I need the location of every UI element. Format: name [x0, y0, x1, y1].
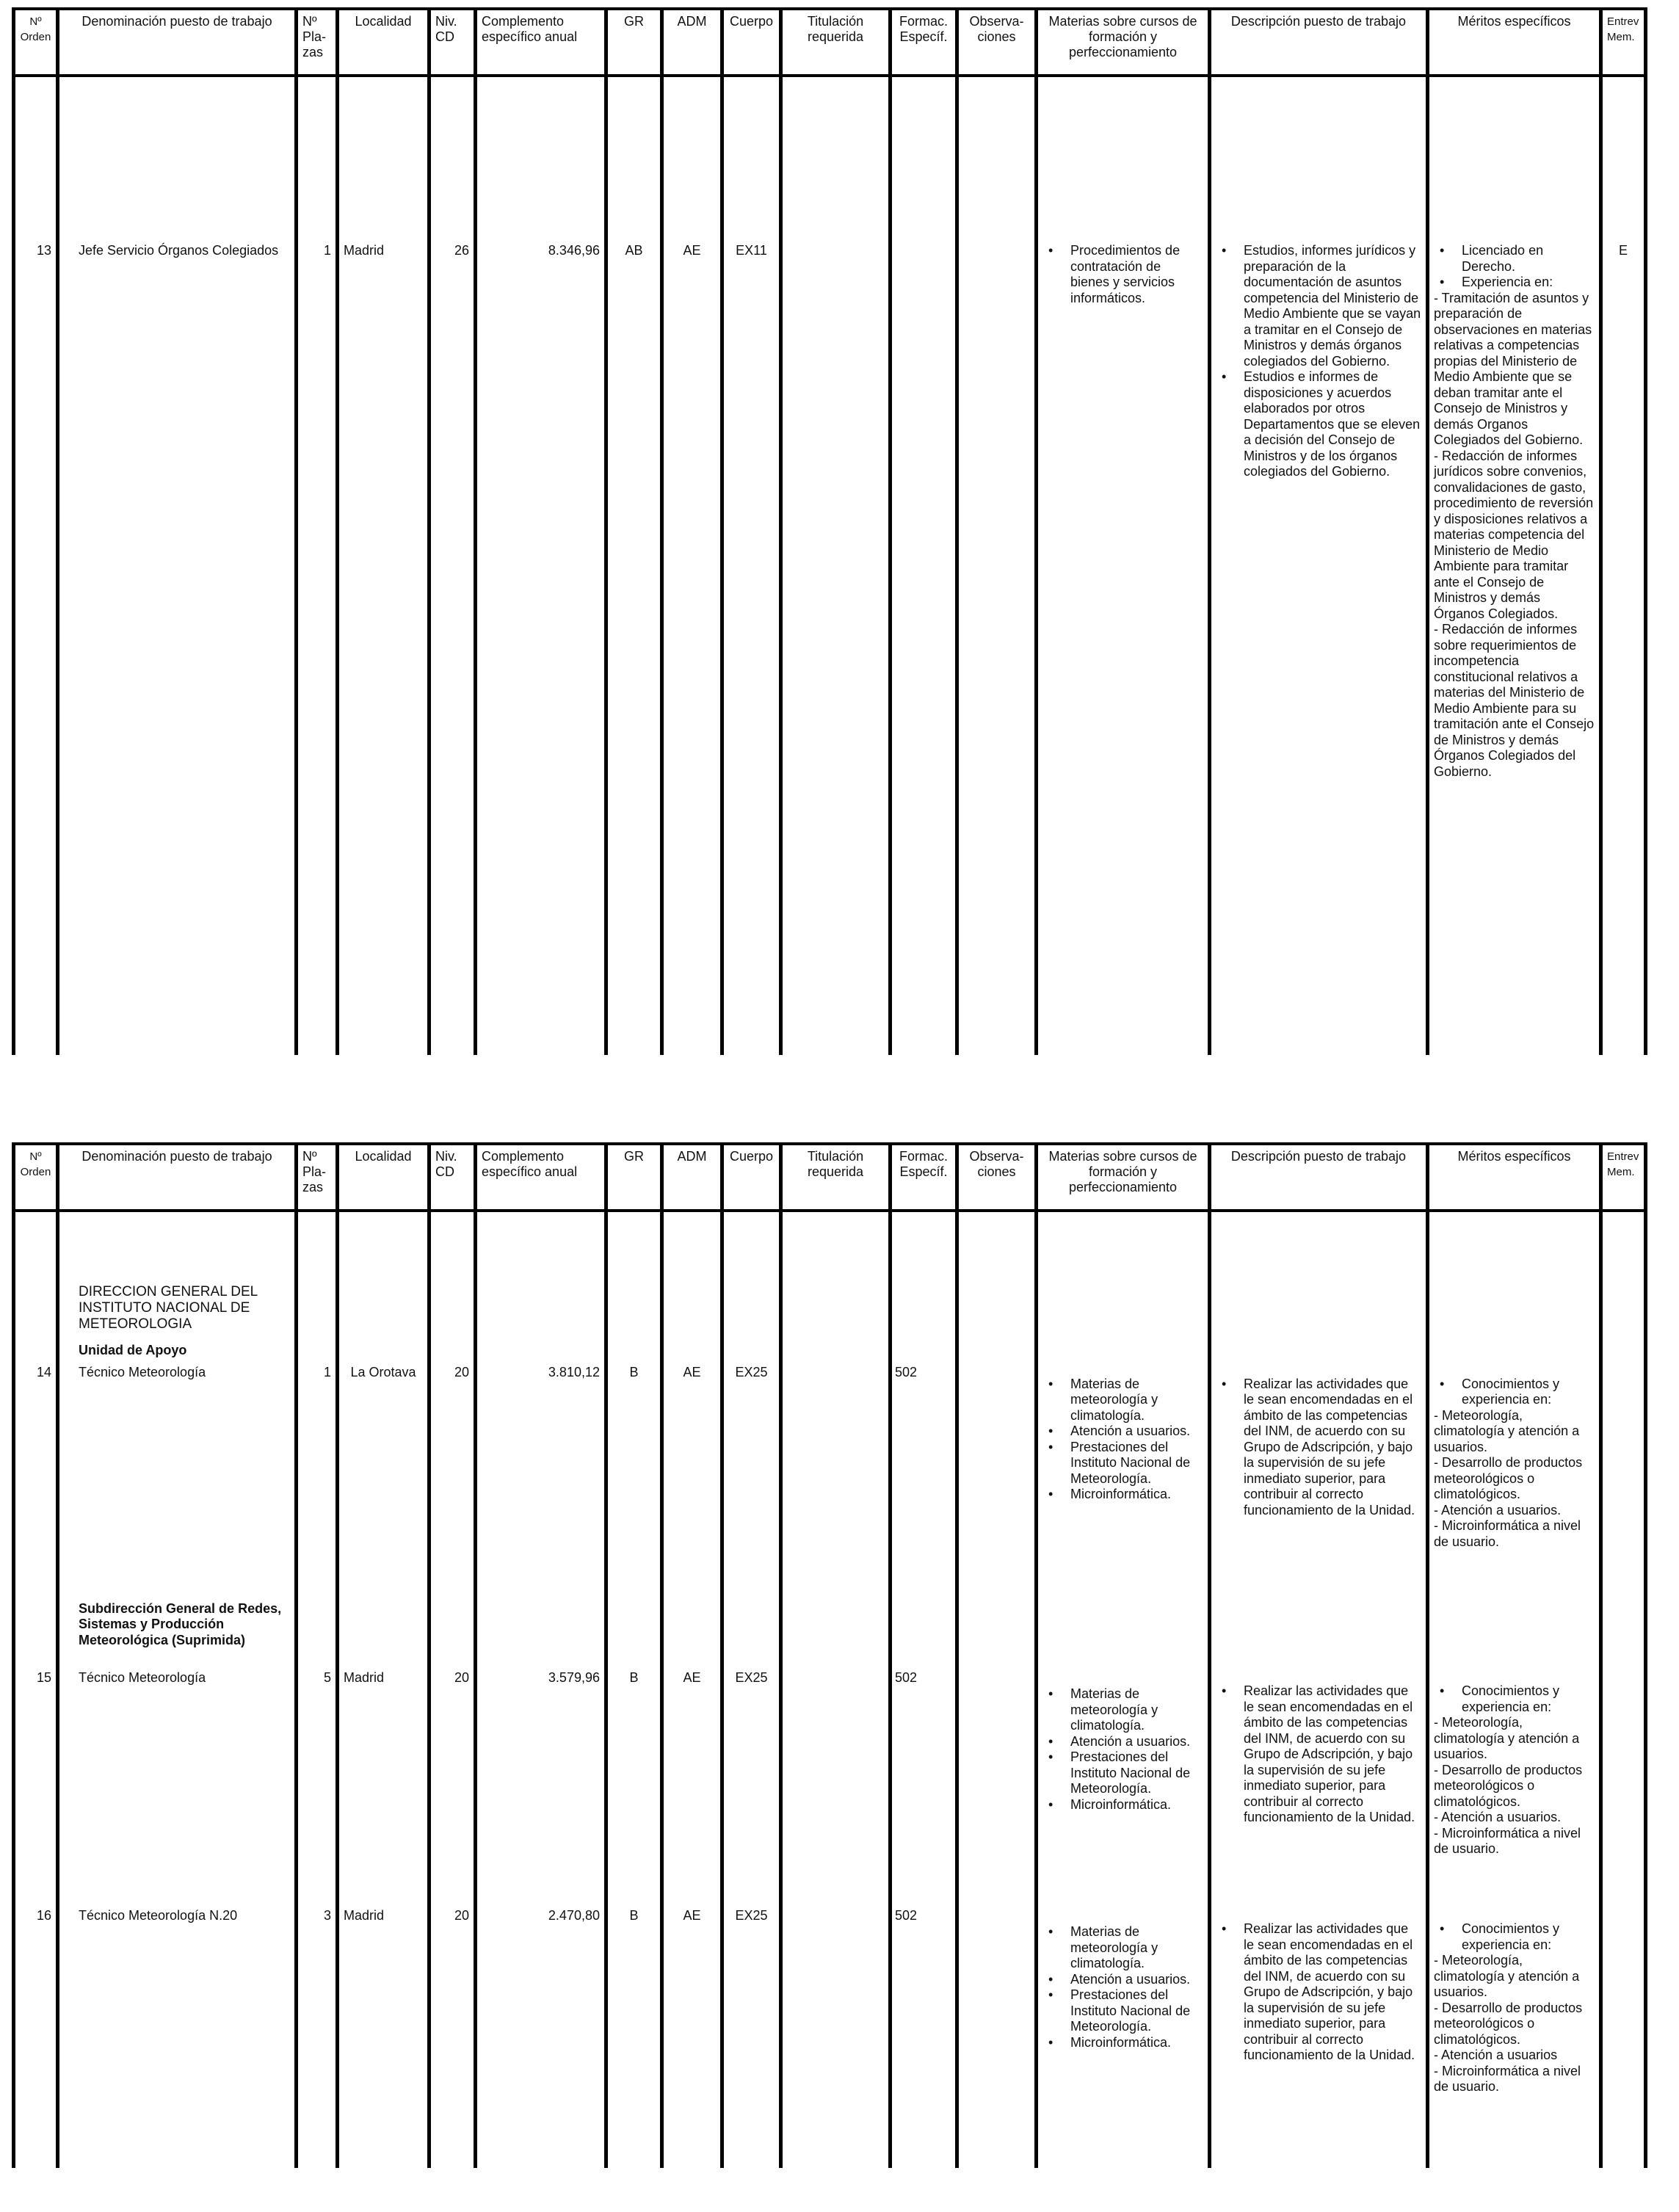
gr-cell: B	[606, 1648, 662, 1886]
unit-title: Unidad de Apoyo	[79, 1343, 187, 1357]
meritos-header: Méritos específicos	[1428, 9, 1601, 76]
denominacion-cell: Técnico Meteorología	[58, 1359, 297, 1601]
table-row	[14, 76, 1646, 1055]
bullet-item: • Conocimientos y experiencia en:	[1462, 1377, 1595, 1408]
cuerpo-cell: EX25	[722, 1359, 781, 1601]
observaciones-header: Observa-ciones	[957, 9, 1037, 76]
adm-cell: AE	[662, 1648, 722, 1886]
descripcion-cell	[1210, 1886, 1428, 2168]
adm-cell: AE	[662, 1359, 722, 1601]
bullet-item: • Atención a usuarios.	[1070, 1734, 1203, 1750]
cuerpo-cell: EX25	[722, 1886, 781, 2168]
bullet-item: • Prestaciones del Instituto Nacional de Meteorología.	[1070, 1440, 1203, 1487]
meritos-cell	[1428, 1648, 1601, 1886]
descripcion-cell	[1210, 76, 1428, 1055]
entrev-header: Entrev Mem.	[1601, 1144, 1646, 1211]
entrev-cell	[1601, 1648, 1646, 1886]
table-row	[14, 1359, 1646, 1601]
bullet-item: • Prestaciones del Instituto Nacional de Meteorología.	[1070, 1987, 1203, 2035]
formac-cell: 502	[891, 1359, 957, 1601]
meritos-cell	[1428, 76, 1601, 1055]
plazas-header: Nº Pla-zas	[297, 1144, 338, 1211]
bullet-item: • Conocimientos y experiencia en:	[1462, 1683, 1595, 1715]
entrev-cell	[1601, 1359, 1646, 1601]
adm-header: ADM	[662, 9, 722, 76]
localidad-cell: La Orotava	[338, 1359, 429, 1601]
job-table-2	[12, 1142, 1647, 2168]
gr-cell: B	[606, 1886, 662, 2168]
section-title: DIRECCION GENERAL DEL INSTITUTO NACIONAL DE METEOROLOGIA	[79, 1284, 258, 1332]
entrev-header: Entrev Mem.	[1601, 9, 1646, 76]
titulacion-cell	[781, 1886, 891, 2168]
denominacion-header: Denominación puesto de trabajo	[58, 1144, 297, 1211]
meritos-cell	[1428, 1359, 1601, 1601]
nivcd-cell: 26	[429, 76, 476, 1055]
bullet-item: • Conocimientos y experiencia en:	[1462, 1921, 1595, 1953]
titulacion-cell	[781, 76, 891, 1055]
nivcd-header: Niv. CD	[429, 9, 476, 76]
formac-header: Formac. Específ.	[891, 9, 957, 76]
formac-cell: 502	[891, 1886, 957, 2168]
complemento-cell: 3.579,96	[476, 1648, 606, 1886]
materias-cell	[1037, 76, 1210, 1055]
bullet-item: • Licenciado en Derecho.	[1462, 243, 1595, 275]
bullet-item: • Microinformática.	[1070, 2035, 1203, 2051]
table-row	[14, 1648, 1646, 1886]
complemento-header: Complemento específico anual	[476, 9, 606, 76]
adm-header: ADM	[662, 1144, 722, 1211]
entrev-cell	[1601, 1886, 1646, 2168]
orden-cell: 13	[14, 76, 58, 1055]
titulacion-cell	[781, 1359, 891, 1601]
materias-cell	[1037, 1886, 1210, 2168]
complemento-cell: 3.810,12	[476, 1359, 606, 1601]
complemento-cell: 8.346,96	[476, 76, 606, 1055]
meritos-text: - Tramitación de asuntos y preparación de observaciones en materias relativas a competencias propias del Ministerio de Medio Ambiente que se deban tramitar ante el Consejo de Ministros y demás Organos Colegiados del Gobierno. - Redacción de informes jurídicos sobre convenios, convalidaciones de gasto, procedimiento de reversión y disposiciones relativos a materias competencia del Ministerio de Medio Ambiente para tramitar ante el Consejo de Ministros y demás Órganos Colegiados. - Redacción de informes sobre requerimientos de incompetencia constitucional relativos a materias del Ministerio de Medio Ambiente para su tramitación ante el Consejo de Ministros y demás Órganos Colegiados del Gobierno.	[1434, 290, 1595, 779]
localidad-cell: Madrid	[338, 76, 429, 1055]
bullet-item: • Atención a usuarios.	[1070, 1972, 1203, 1988]
localidad-header: Localidad	[338, 1144, 429, 1211]
table-row	[14, 1886, 1646, 2168]
bullet-item: • Materias de meteorología y climatología.	[1070, 1924, 1203, 1972]
table-header	[14, 1144, 1646, 1211]
bullet-item: • Estudios e informes de disposiciones y acuerdos elaborados por otros Departamentos que se eleven a decisión del Consejo de Ministros y de los órganos colegiados del Gobierno.	[1244, 369, 1421, 480]
bullet-item: • Prestaciones del Instituto Nacional de Meteorología.	[1070, 1749, 1203, 1797]
observaciones-cell	[957, 76, 1037, 1055]
bullet-item: • Atención a usuarios.	[1070, 1424, 1203, 1440]
plazas-cell: 3	[297, 1886, 338, 2168]
adm-cell: AE	[662, 1886, 722, 2168]
denominacion-cell: Técnico Meteorología N.20	[58, 1886, 297, 2168]
bullet-item: • Microinformática.	[1070, 1487, 1203, 1503]
bullet-item: • Microinformática.	[1070, 1797, 1203, 1813]
descripcion-header: Descripción puesto de trabajo	[1210, 9, 1428, 76]
gr-header: GR	[606, 9, 662, 76]
meritos-cell	[1428, 1886, 1601, 2168]
descripcion-cell	[1210, 1648, 1428, 1886]
materias-cell	[1037, 1648, 1210, 1886]
bullet-item: • Procedimientos de contratación de bienes y servicios informáticos.	[1070, 243, 1203, 306]
denominacion-cell: Técnico Meteorología	[58, 1648, 297, 1886]
nivcd-cell: 20	[429, 1886, 476, 2168]
bullet-item: • Experiencia en:	[1462, 275, 1595, 291]
cuerpo-header: Cuerpo	[722, 1144, 781, 1211]
job-table-1	[12, 7, 1647, 1055]
section-row	[14, 1601, 1646, 1649]
plazas-cell: 1	[297, 1359, 338, 1601]
bullet-item: • Realizar las actividades que le sean encomendadas en el ámbito de las competencias del INM, de acuerdo con su Grupo de Adscripción, y bajo la supervisión de su jefe inmediato superior, para contribuir al correcto funcionamiento de la Unidad.	[1244, 1921, 1421, 2064]
orden-cell: 15	[14, 1648, 58, 1886]
formac-header: Formac. Específ.	[891, 1144, 957, 1211]
observaciones-header: Observa-ciones	[957, 1144, 1037, 1211]
bullet-item: • Realizar las actividades que le sean encomendadas en el ámbito de las competencias del INM, de acuerdo con su Grupo de Adscripción, y bajo la supervisión de su jefe inmediato superior, para contribuir al correcto funcionamiento de la Unidad.	[1244, 1377, 1421, 1519]
orden-cell: 14	[14, 1359, 58, 1601]
bullet-item: • Materias de meteorología y climatología.	[1070, 1686, 1203, 1734]
titulacion-cell	[781, 1648, 891, 1886]
orden-header: Nº Orden	[14, 1144, 58, 1211]
titulacion-header: Titulación requerida	[781, 9, 891, 76]
formac-cell: 502	[891, 1648, 957, 1886]
unit-title: Subdirección General de Redes, Sistemas y Producción Meteorológica (Suprimida)	[79, 1600, 282, 1647]
nivcd-header: Niv. CD	[429, 1144, 476, 1211]
meritos-text: - Meteorología, climatología y atención a usuarios. - Desarrollo de productos meteorológicos o climatológicos. - Atención a usuarios. - Microinformática a nivel de usuario.	[1434, 1715, 1583, 1856]
adm-cell: AE	[662, 76, 722, 1055]
table-header	[14, 9, 1646, 76]
orden-header: Nº Orden	[14, 9, 58, 76]
orden-cell: 16	[14, 1886, 58, 2168]
observaciones-cell	[957, 1886, 1037, 2168]
plazas-cell: 5	[297, 1648, 338, 1886]
bullet-item: • Estudios, informes jurídicos y preparación de la documentación de asuntos competencia del Ministerio de Medio Ambiente que se vayan a tramitar en el Consejo de Ministros y demás órganos colegiados del Gobierno.	[1244, 243, 1421, 369]
gr-header: GR	[606, 1144, 662, 1211]
cuerpo-header: Cuerpo	[722, 9, 781, 76]
observaciones-cell	[957, 1648, 1037, 1886]
localidad-cell: Madrid	[338, 1648, 429, 1886]
plazas-header: Nº Pla-zas	[297, 9, 338, 76]
materias-cell	[1037, 1359, 1210, 1601]
materias-header: Materias sobre cursos de formación y perfeccionamiento	[1037, 1144, 1210, 1211]
descripcion-cell	[1210, 1359, 1428, 1601]
gr-cell: B	[606, 1359, 662, 1601]
cuerpo-cell: EX25	[722, 1648, 781, 1886]
plazas-cell: 1	[297, 76, 338, 1055]
localidad-header: Localidad	[338, 9, 429, 76]
bullet-item: • Materias de meteorología y climatología.	[1070, 1377, 1203, 1424]
denominacion-header: Denominación puesto de trabajo	[58, 9, 297, 76]
materias-header: Materias sobre cursos de formación y perfeccionamiento	[1037, 9, 1210, 76]
gr-cell: AB	[606, 76, 662, 1055]
nivcd-cell: 20	[429, 1648, 476, 1886]
meritos-text: - Meteorología, climatología y atención a usuarios. - Desarrollo de productos meteorológicos o climatológicos. - Atención a usuarios. - Microinformática a nivel de usuario.	[1434, 1407, 1583, 1549]
nivcd-cell: 20	[429, 1359, 476, 1601]
localidad-cell: Madrid	[338, 1886, 429, 2168]
complemento-header: Complemento específico anual	[476, 1144, 606, 1211]
formac-cell	[891, 76, 957, 1055]
meritos-text: - Meteorología, climatología y atención a usuarios. - Desarrollo de productos meteorológicos o climatológicos. - Atención a usuarios - Microinformática a nivel de usuario.	[1434, 1953, 1583, 2094]
bullet-item: • Realizar las actividades que le sean encomendadas en el ámbito de las competencias del INM, de acuerdo con su Grupo de Adscripción, y bajo la supervisión de su jefe inmediato superior, para contribuir al correcto funcionamiento de la Unidad.	[1244, 1683, 1421, 1826]
section-row	[14, 1211, 1646, 1359]
denominacion-cell: Jefe Servicio Órganos Colegiados	[58, 76, 297, 1055]
observaciones-cell	[957, 1359, 1037, 1601]
meritos-header: Méritos específicos	[1428, 1144, 1601, 1211]
cuerpo-cell: EX11	[722, 76, 781, 1055]
complemento-cell: 2.470,80	[476, 1886, 606, 2168]
titulacion-header: Titulación requerida	[781, 1144, 891, 1211]
entrev-cell: E	[1601, 76, 1646, 1055]
descripcion-header: Descripción puesto de trabajo	[1210, 1144, 1428, 1211]
